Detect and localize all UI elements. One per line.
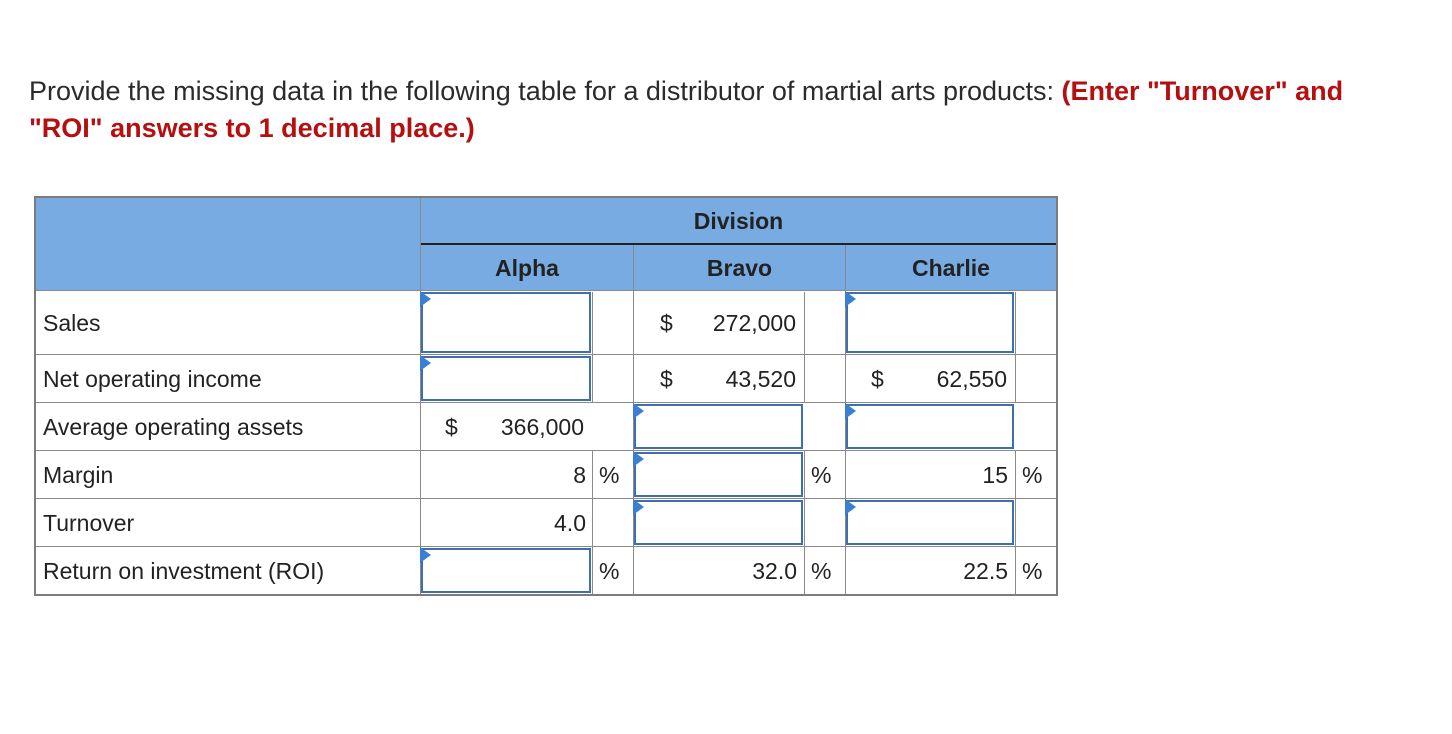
row-label-sales: Sales	[43, 310, 101, 336]
bravo-roi-percent: %	[811, 558, 832, 584]
alpha-margin-percent: %	[599, 462, 620, 488]
alpha-margin-value: 8	[573, 462, 586, 488]
row-label-turnover: Turnover	[43, 510, 135, 536]
question-prompt	[29, 73, 1409, 147]
alpha-noi-input[interactable]	[421, 356, 591, 401]
prompt-note: (Enter "Turnover" and "ROI" answers to 1 decimal place.)	[29, 76, 1344, 143]
row-label-roi: Return on investment (ROI)	[43, 558, 325, 584]
charlie-roi-value: 22.5	[963, 558, 1008, 584]
row-label-average-operating-assets: Average operating assets	[43, 414, 304, 440]
prompt-text: Provide the missing data in the following table for a distributor of martial arts products:	[29, 76, 1062, 106]
bravo-noi-value: 43,520	[725, 366, 796, 392]
row-label-margin: Margin	[43, 462, 114, 488]
charlie-turnover-input[interactable]	[846, 500, 1014, 545]
division-header: Division	[693, 208, 784, 234]
alpha-assets-currency: $	[445, 414, 458, 440]
bravo-roi-value: 32.0	[752, 558, 797, 584]
alpha-sales-input[interactable]	[421, 292, 591, 353]
charlie-noi-value: 62,550	[936, 366, 1007, 392]
alpha-roi-percent: %	[599, 558, 620, 584]
bravo-sales-value: 272,000	[712, 310, 796, 336]
row-label-net-operating-income: Net operating income	[43, 366, 262, 392]
charlie-margin-value: 15	[982, 462, 1008, 488]
bravo-turnover-input[interactable]	[634, 500, 803, 545]
alpha-assets-value: 366,000	[500, 414, 584, 440]
charlie-roi-percent: %	[1022, 558, 1043, 584]
column-charlie: Charlie	[912, 255, 990, 281]
charlie-assets-input[interactable]	[846, 404, 1014, 449]
alpha-roi-input[interactable]	[421, 548, 591, 593]
bravo-margin-input[interactable]	[634, 452, 803, 497]
bravo-sales-currency: $	[660, 310, 673, 336]
column-bravo: Bravo	[706, 255, 773, 281]
charlie-sales-input[interactable]	[846, 292, 1014, 353]
alpha-turnover-value: 4.0	[554, 510, 586, 536]
bravo-margin-percent: %	[811, 462, 832, 488]
charlie-noi-currency: $	[871, 366, 884, 392]
bravo-assets-input[interactable]	[634, 404, 803, 449]
charlie-margin-percent: %	[1022, 462, 1043, 488]
bravo-noi-currency: $	[660, 366, 673, 392]
column-alpha: Alpha	[495, 255, 559, 281]
